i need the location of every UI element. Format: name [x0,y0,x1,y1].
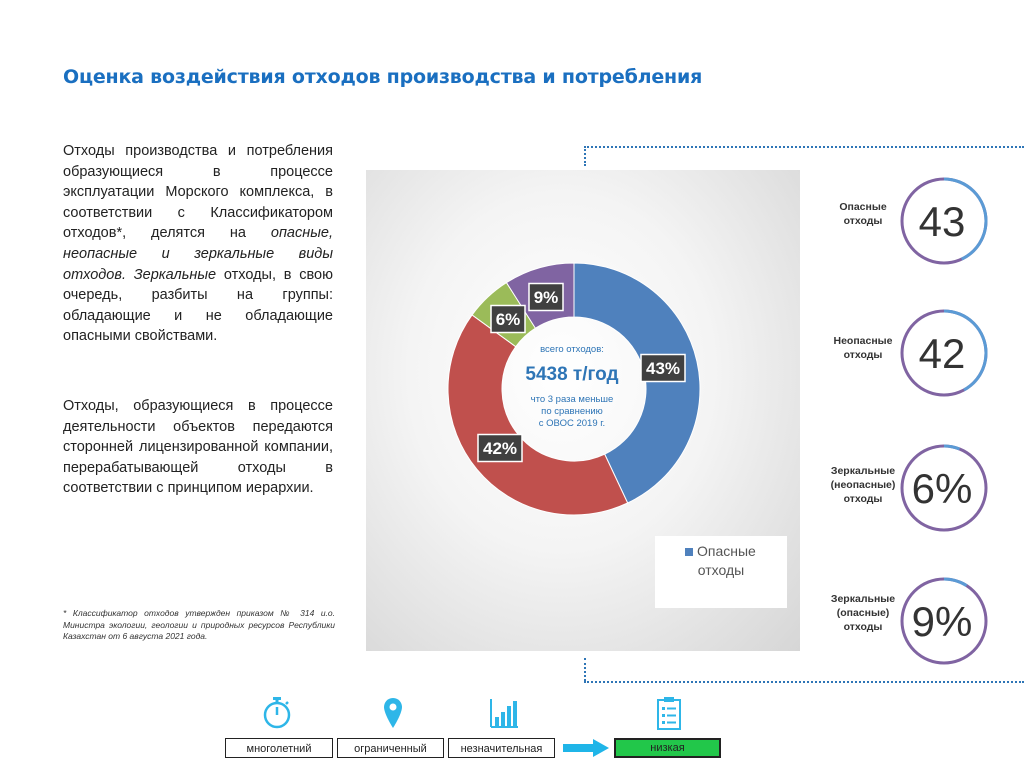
center-note-line: что 3 раза меньше [530,394,614,405]
intro-text-2: отходы, в свою очередь, разбиты на группы: обладающие и не обладающие опасными свойствами. [63,266,333,345]
chart-legend [655,536,787,608]
page-title: Оценка воздействия отходов производства и потребления [63,66,703,88]
chart-panel [366,170,800,651]
center-total: 5438 т/год [525,364,619,385]
location-pin-icon [383,697,403,729]
checklist-icon [656,696,682,730]
center-caption: всего отходов: [540,344,604,355]
ring-hazardous [898,175,990,267]
bar-chart-icon [489,697,519,729]
dotted-connector-top [584,146,1024,148]
svg-text:42%: 42% [482,439,518,458]
ring-label-mirror-non-hazardous: Зеркальные (неопасные) отходы [830,465,896,505]
svg-text:43%: 43% [645,359,681,378]
data-label-mirror-non-hazardous [491,306,525,333]
ring-label-hazardous: Опасные отходы [839,201,887,227]
scale-chip-significance: низкая [614,738,721,758]
scale-chip-intensity: незначительная [448,738,555,758]
dotted-connector-bottom [584,681,1024,683]
data-label-mirror-hazardous [529,284,563,311]
footnote: * Классификатор отходов утвержден приказом № 314 и.о. Министра экологии, геологии и природных ресурсов Республики Казахстан от 6 августа 2021 года. [63,608,335,641]
scale-chip-duration: многолетний [225,738,333,758]
center-note-line: по сравнению [541,406,603,417]
transfer-paragraph: Отходы, образующиеся в процессе деятельности объектов передаются сторонней лицензированной компании, перерабатывающей отходы в соответствии с принципом иерархии. [63,398,333,497]
arrow-right-icon [563,739,609,757]
ring-non-hazardous [898,307,990,399]
dotted-connector-top-stub [584,146,586,166]
ring-label-mirror-hazardous: Зеркальные (опасные) отходы [830,593,896,633]
center-note-line: с ОВОС 2019 г. [538,418,606,429]
intro-text-italic: опасные, неопасные и зеркальные виды отходов. Зеркальные [63,225,333,283]
intro-paragraph [63,141,333,347]
scale-chip-extent: ограниченный [337,738,444,758]
data-label-non-hazardous [478,435,522,462]
stopwatch-icon [262,696,292,730]
ring-value: 43 [918,198,966,245]
legend-label-line2: отходы [697,562,745,578]
ring-mirror-hazardous [898,575,990,667]
data-label-hazardous [641,355,685,382]
svg-text:6%: 6% [495,310,521,329]
dotted-connector-bottom-stub [584,658,586,681]
svg-text:9%: 9% [533,288,559,307]
legend-swatch-hazardous [685,548,693,556]
ring-label-non-hazardous: Неопасные отходы [833,335,893,361]
intro-text-1: Отходы производства и потребления образующиеся в процессе эксплуатации Морского комплекса, в соответствии с Классификатором отходов*, делятся на [63,143,333,242]
ring-value: 6% [911,465,973,512]
ring-value: 9% [911,598,973,645]
legend-label-line1: Опасные [697,543,756,559]
ring-value: 42 [918,330,966,377]
ring-mirror-non-hazardous [898,442,990,534]
